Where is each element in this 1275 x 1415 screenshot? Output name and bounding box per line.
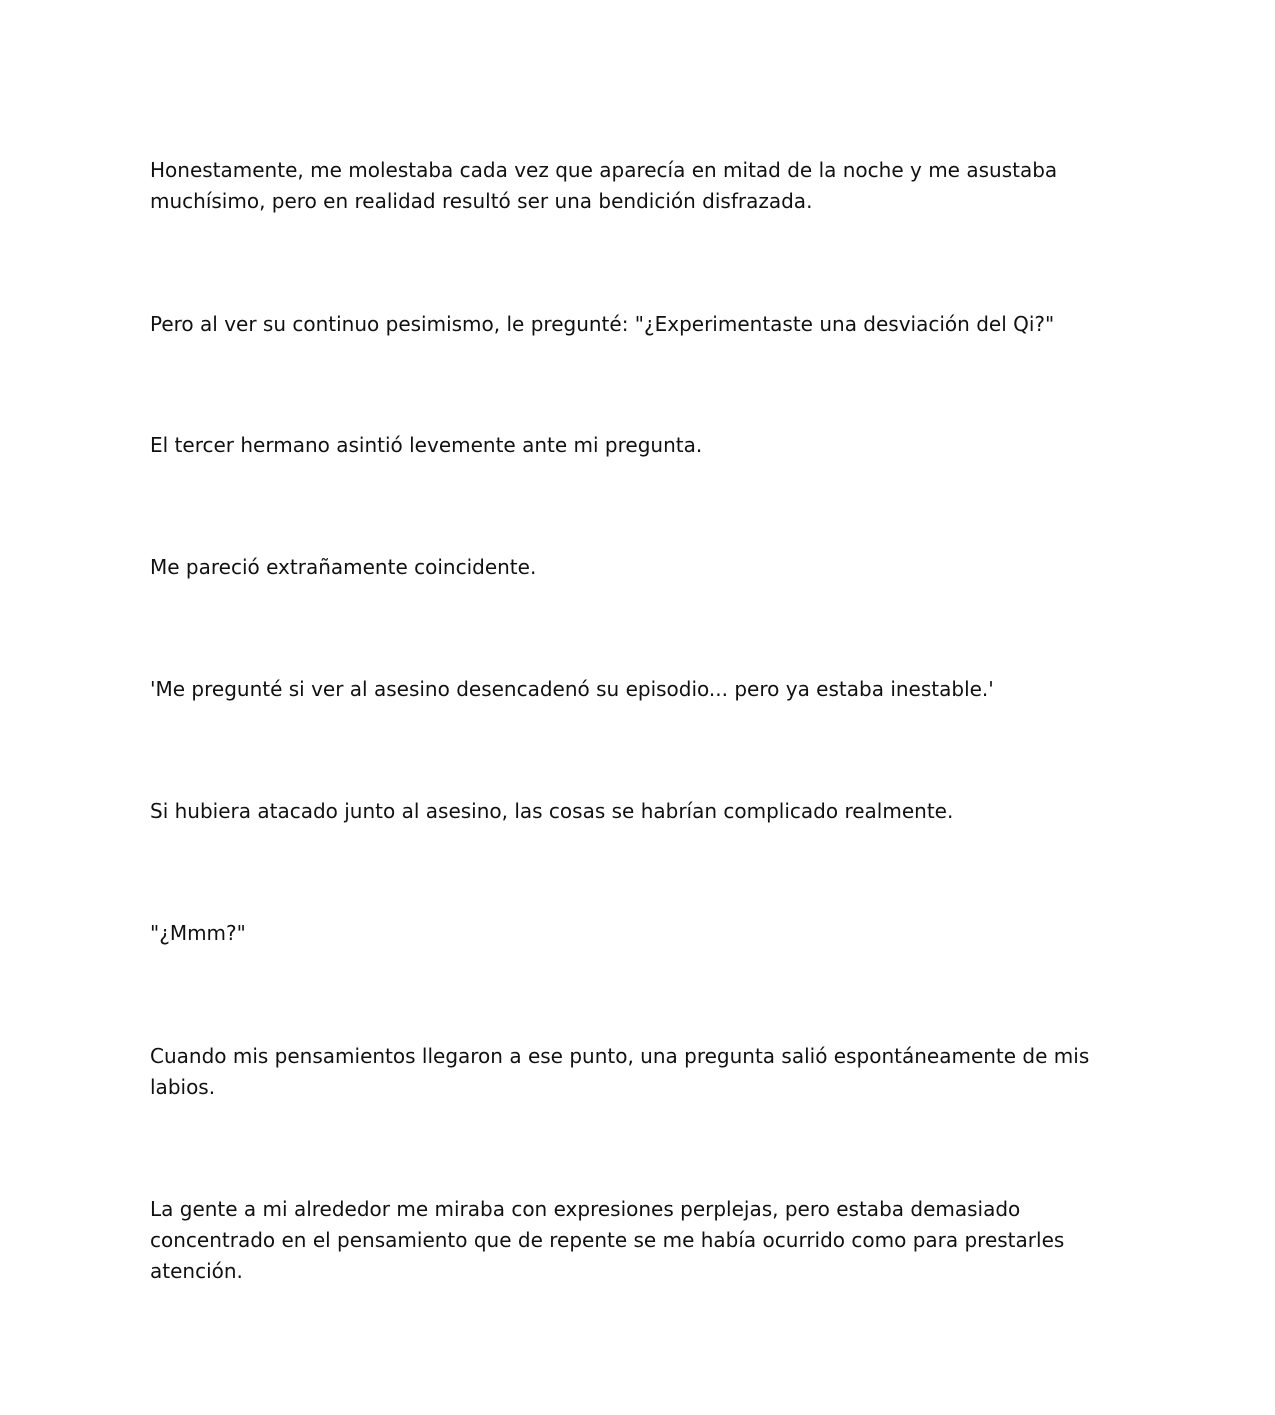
paragraph: "¿Mmm?": [150, 921, 246, 945]
paragraph: Cuando mis pensamientos llegaron a ese punto, una pregunta salió espontáneamente de mis labios.: [150, 1044, 1090, 1099]
paragraph: La gente a mi alrededor me miraba con expresiones perplejas, pero estaba demasiado concentrado en el pensamiento que de repente se me había ocurrido como para prestarles atención.: [150, 1197, 1065, 1283]
paragraph: Me pareció extrañamente coincidente.: [150, 555, 537, 579]
paragraph: Pero al ver su continuo pesimismo, le pregunté: "¿Experimentaste una desviación del Qi?": [150, 312, 1055, 336]
paragraph: 'Me pregunté si ver al asesino desencadenó su episodio... pero ya estaba inestable.': [150, 677, 994, 701]
paragraph: Honestamente, me molestaba cada vez que aparecía en mitad de la noche y me asustaba muchísimo, pero en realidad resultó ser una bendición disfrazada.: [150, 158, 1058, 213]
paragraph: El tercer hermano asintió levemente ante mi pregunta.: [150, 433, 703, 457]
paragraph: Si hubiera atacado junto al asesino, las cosas se habrían complicado realmente.: [150, 799, 954, 823]
